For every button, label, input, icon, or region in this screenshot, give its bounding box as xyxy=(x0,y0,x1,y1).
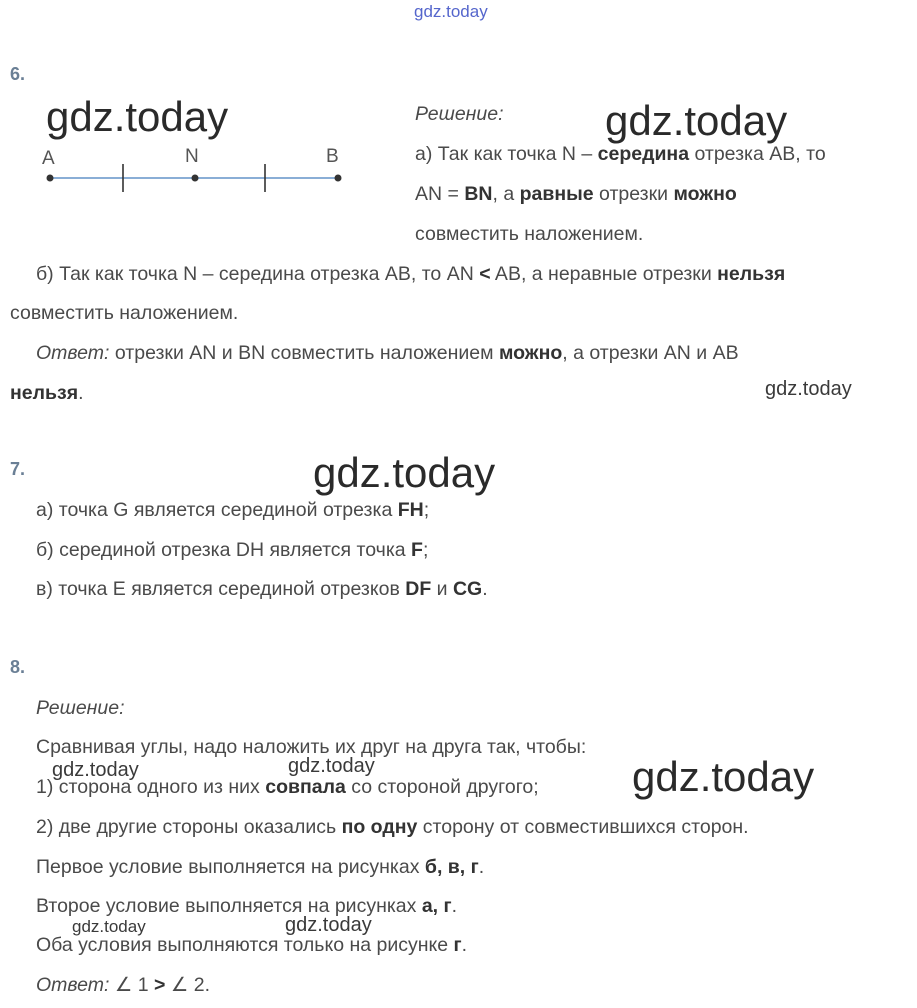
watermark: gdz.today xyxy=(52,759,139,781)
task8-intro: Сравнивая углы, надо наложить их друг на друга так, чтобы: xyxy=(36,736,587,758)
watermark: gdz.today xyxy=(46,93,229,140)
point-a-label: A xyxy=(42,148,55,169)
watermark: gdz.today xyxy=(605,97,788,144)
task8-second: Второе условие выполняется на рисунках а, г. xyxy=(36,895,458,917)
watermark: gdz.today xyxy=(72,917,146,936)
task8-cond1: 1) сторона одного из них совпала со стороной другого; xyxy=(36,776,539,798)
task6-a-line1: а) Так как точка N – середина отрезка AB, то xyxy=(415,143,826,165)
point-a xyxy=(47,175,54,182)
task-6-number: 6. xyxy=(10,64,26,84)
task7-line-c: в) точка E является серединой отрезков DF и CG. xyxy=(36,578,488,600)
task6-b-line2: совместить наложением. xyxy=(10,302,239,324)
task7-line-a: а) точка G является серединой отрезка FH; xyxy=(36,499,430,521)
watermark: gdz.today xyxy=(313,449,496,496)
segment-figure xyxy=(36,140,356,200)
watermark-top: gdz.today xyxy=(414,2,488,21)
task8-both: Оба условия выполняются только на рисунке г. xyxy=(36,934,468,956)
task6-b-line1: б) Так как точка N – середина отрезка AB, то AN < AB, а неравные отрезки нельзя xyxy=(36,263,786,285)
task7-line-b: б) серединой отрезка DH является точка F; xyxy=(36,539,429,561)
task8-first: Первое условие выполняется на рисунках б, в, г. xyxy=(36,856,485,878)
task-8-number: 8. xyxy=(10,657,26,677)
solution-label: Решение: xyxy=(36,697,125,719)
task6-answer-line1: Ответ: отрезки AN и BN совместить наложением можно, а отрезки AN и AB xyxy=(36,342,739,364)
point-b xyxy=(335,175,342,182)
point-n xyxy=(192,175,199,182)
task8-answer: Ответ: ∠ 1 > ∠ 2. xyxy=(36,974,211,996)
task6-answer-line2: нельзя. xyxy=(10,382,84,404)
task6-a-line3: совместить наложением. xyxy=(415,223,644,245)
solution-label: Решение: xyxy=(415,103,504,125)
point-b-label: B xyxy=(326,146,339,167)
watermark: gdz.today xyxy=(632,753,815,800)
task8-cond2: 2) две другие стороны оказались по одну сторону от совместившихся сторон. xyxy=(36,816,749,838)
watermark: gdz.today xyxy=(288,755,375,777)
task6-a-line2: AN = BN, а равные отрезки можно xyxy=(415,183,737,205)
watermark: gdz.today xyxy=(765,378,852,400)
point-n-label: N xyxy=(185,146,199,167)
watermark: gdz.today xyxy=(285,914,372,936)
task-7-number: 7. xyxy=(10,459,26,479)
